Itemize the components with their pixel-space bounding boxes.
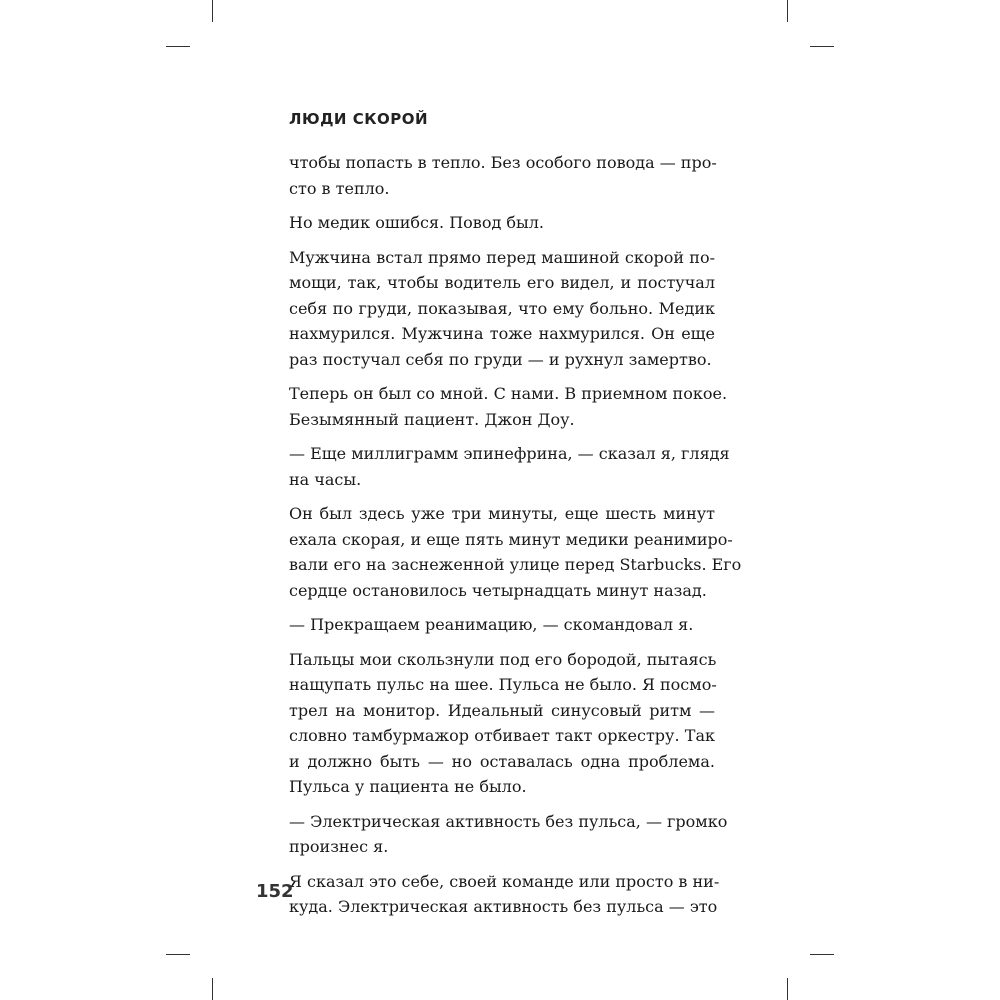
text-line: — Электрическая активность без пульса, — громко (289, 811, 728, 831)
text-line: сердце остановилось четырнадцать минут назад. (289, 580, 707, 600)
running-header: ЛЮДИ СКОРОЙ (289, 110, 429, 128)
text-line: Безымянный пациент. Джон Доу. (289, 409, 575, 429)
text-line: чтобы попасть в тепло. Без особого повода — про- (289, 153, 717, 172)
text-line: Пальцы мои скользнули под его бородой, пытаясь (289, 649, 717, 669)
paragraph (289, 381, 728, 432)
text-line: вали его на заснеженной улице перед Starbucks. Его (289, 555, 742, 574)
crop-mark-right-top (810, 46, 834, 47)
text-line: — Еще миллиграмм эпинефрина, — сказал я, глядя (289, 444, 730, 463)
body-text (289, 150, 742, 929)
text-line: мощи, так, чтобы водитель его видел, и постучал (289, 273, 715, 292)
text-line: на часы. (289, 469, 362, 489)
paragraph (289, 210, 715, 236)
text-line: и должно быть — но оставалась одна проблема. (289, 751, 715, 771)
text-line: раз постучал себя по груди — и рухнул замертво. (289, 349, 712, 369)
paragraph (289, 150, 715, 201)
paragraph (289, 441, 730, 492)
crop-mark-bottom-right (787, 978, 788, 1000)
paragraph (289, 245, 715, 373)
text-line: Теперь он был со мной. С нами. В приемном покое. (289, 384, 728, 403)
text-line: нащупать пульс на шее. Пульса не было. Я посмо- (289, 675, 717, 694)
text-line: трел на монитор. Идеальный синусовый ритм — (289, 700, 715, 720)
crop-mark-left-bottom (166, 954, 190, 955)
text-line: словно тамбурмажор отбивает такт оркестру. Так (289, 726, 715, 745)
text-line: нахмурился. Мужчина тоже нахмурился. Он еще (289, 324, 715, 343)
crop-mark-left-top (166, 46, 190, 47)
paragraph (289, 501, 742, 603)
paragraph (289, 869, 720, 920)
text-line: произнес я. (289, 837, 389, 856)
text-line: сто в тепло. (289, 178, 390, 198)
text-line: ехала скорая, и еще пять минут медики реанимиро- (289, 529, 733, 549)
text-line: Пульса у пациента не было. (289, 777, 527, 796)
crop-mark-top-left (212, 0, 213, 22)
paragraph (289, 612, 715, 638)
text-line: Я сказал это себе, своей команде или просто в ни- (289, 871, 720, 891)
text-line: себя по груди, показывая, что ему больно. Медик (289, 298, 715, 318)
paragraph (289, 647, 715, 800)
crop-mark-top-right (787, 0, 788, 22)
page-number: 152 (256, 881, 294, 902)
crop-mark-bottom-left (212, 978, 213, 1000)
crop-mark-right-bottom (810, 954, 834, 955)
text-line: Он был здесь уже три минуты, еще шесть минут (289, 504, 715, 523)
text-line: Но медик ошибся. Повод был. (289, 213, 544, 232)
paragraph (289, 809, 728, 860)
text-line: куда. Электрическая активность без пульса — это (289, 897, 718, 916)
text-line: Мужчина встал прямо перед машиной скорой по- (289, 247, 715, 267)
text-line: — Прекращаем реанимацию, — скомандовал я. (289, 615, 694, 634)
